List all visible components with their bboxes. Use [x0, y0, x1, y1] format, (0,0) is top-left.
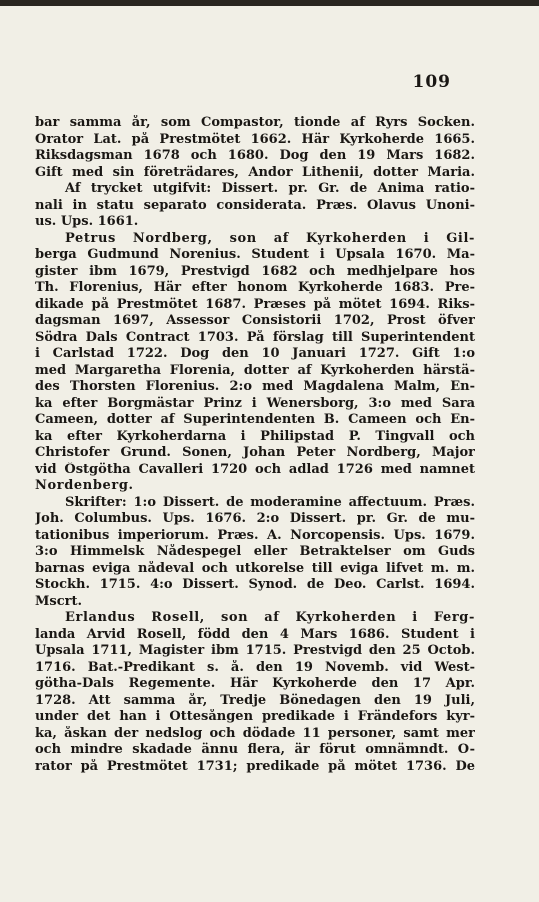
text-line: Nordenberg. — [35, 478, 134, 493]
text-line: Södra Dals Contract 1703. På förslag till Superintendent — [35, 329, 475, 345]
text-line: Mscrt. — [35, 593, 83, 609]
text-line: Petrus Nordberg, son af Kyrkoherden i Gil- — [65, 230, 475, 246]
page-number: 109 — [412, 72, 451, 92]
text-line: Joh. Columbus. Ups. 1676. 2:o Dissert. pr. Gr. de mu- — [35, 511, 475, 526]
text-line: Upsala 1711, Magister ibm 1715. Prestvigd den 25 Octob. — [35, 643, 475, 658]
text-line: ka, åskan der nedslog och dödade 11 personer, samt mer — [35, 725, 475, 741]
text-line: Cameen, dotter af Superintendenten B. Cameen och En- — [35, 412, 475, 427]
text-line: 3:o Himmelsk Nådespegel eller Betraktelser om Guds — [35, 544, 475, 559]
text-line: 1728. Att samma år, Tredje Bönedagen den 19 Juli, — [35, 692, 475, 708]
text-line: 1716. Bat.-Predikant s. å. den 19 Novemb. vid West- — [35, 659, 475, 675]
text-line: götha-Dals Regemente. Här Kyrkoherde den 17 Apr. — [35, 676, 475, 691]
page-top-edge — [0, 0, 539, 6]
text-line: Af trycket utgifvit: Dissert. pr. Gr. de Anima ratio- — [65, 181, 475, 196]
text-line: och mindre skadade ännu flera, är förut omnämndt. O- — [35, 742, 475, 757]
text-line: dagsman 1697, Assessor Consistorii 1702, Prost öfver — [35, 313, 475, 328]
text-line: barnas eviga nådeval och utkorelse till eviga lifvet m. m. — [35, 560, 475, 576]
text-line: Riksdagsman 1678 och 1680. Dog den 19 Mars 1682. — [35, 148, 475, 163]
text-line: dikade på Prestmötet 1687. Præses på mötet 1694. Riks- — [35, 296, 475, 312]
text-line: rator på Prestmötet 1731; predikade på mötet 1736. De — [35, 758, 475, 774]
text-line: ka efter Kyrkoherdarna i Philipstad P. Tingvall och — [35, 428, 475, 444]
text-line: Gift med sin företrädares, Andor Lithenii, dotter Maria. — [35, 164, 475, 180]
text-line: under det han i Ottesången predikade i Frändefors kyr- — [35, 709, 475, 724]
text-line: des Thorsten Florenius. 2:o med Magdalena Malm, En- — [35, 379, 475, 394]
text-line: berga Gudmund Norenius. Student i Upsala 1670. Ma- — [35, 247, 475, 262]
text-line: Christofer Grund. Sonen, Johan Peter Nordberg, Major — [35, 445, 475, 460]
text-line: bar samma år, som Compastor, tionde af Ryrs Socken. — [35, 115, 475, 130]
text-line: us. Ups. 1661. — [35, 214, 139, 229]
text-line: vid Östgötha Cavalleri 1720 och adlad 1726 med namnet — [35, 461, 475, 477]
text-line: Erlandus Rosell, son af Kyrkoherden i Ferg- — [65, 610, 475, 625]
body-text — [35, 115, 475, 775]
text-line: med Margaretha Florenia, dotter af Kyrkoherden härstä- — [35, 362, 475, 378]
text-line: Stockh. 1715. 4:o Dissert. Synod. de Deo. Carlst. 1694. — [35, 577, 475, 592]
text-line: i Carlstad 1722. Dog den 10 Januari 1727. Gift 1:o — [35, 346, 475, 361]
text-line: nali in statu separato considerata. Præs. Olavus Unoni- — [35, 197, 475, 213]
text-line: landa Arvid Rosell, född den 4 Mars 1686. Student i — [35, 626, 475, 642]
text-line: Orator Lat. på Prestmötet 1662. Här Kyrkoherde 1665. — [35, 131, 475, 147]
text-line: Th. Florenius, Här efter honom Kyrkoherde 1683. Pre- — [35, 280, 475, 295]
text-line: gister ibm 1679, Prestvigd 1682 och medhjelpare hos — [35, 263, 475, 279]
text-line: tationibus imperiorum. Præs. A. Norcopensis. Ups. 1679. — [35, 527, 475, 543]
text-line: ka efter Borgmästar Prinz i Wenersborg, 3:o med Sara — [35, 395, 475, 411]
text-line: Skrifter: 1:o Dissert. de moderamine affectuum. Præs. — [65, 494, 475, 510]
